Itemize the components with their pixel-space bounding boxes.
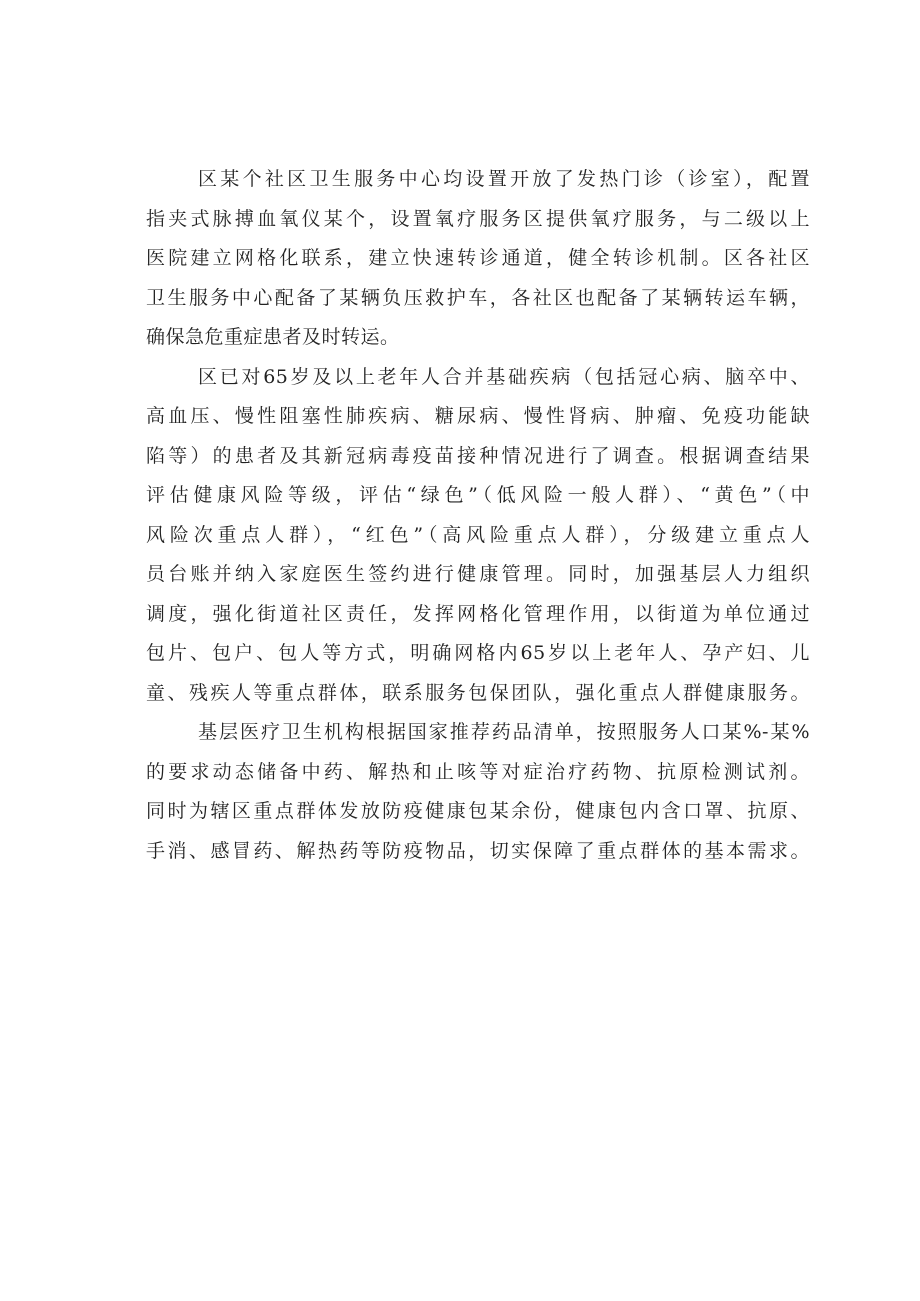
paragraph-line: 调度，强化街道社区责任，发挥网格化管理作用，以街道为单位通过 [146, 602, 810, 625]
paragraph-line: 评估健康风险等级，评估“绿色”（低风险一般人群）、“黄色”（中 [146, 484, 810, 506]
paragraph-line: 风险次重点人群），“红色”（高风险重点人群），分级建立重点人 [146, 523, 810, 546]
paragraph-line: 手消、感冒药、解热药等防疫物品，切实保障了重点群体的基本需求。 [146, 839, 810, 862]
document-body [146, 160, 810, 871]
paragraph-elderly-survey [146, 358, 810, 714]
paragraph-line: 指夹式脉搏血氧仪某个，设置氧疗服务区提供氧疗服务，与二级以上 [146, 207, 810, 230]
paragraph-line: 陷等）的患者及其新冠病毒疫苗接种情况进行了调查。根据调查结果 [146, 444, 810, 467]
paragraph-line: 员台账并纳入家庭医生签约进行健康管理。同时，加强基层人力组织 [146, 563, 810, 585]
paragraph-line: 同时为辖区重点群体发放防疫健康包某余份，健康包内含口罩、抗原、 [146, 800, 810, 822]
paragraph-line: 区某个社区卫生服务中心均设置开放了发热门诊（诊室），配置 [198, 168, 810, 190]
paragraph-line: 高血压、慢性阻塞性肺疾病、糖尿病、慢性肾病、肿瘤、免疫功能缺 [146, 405, 810, 427]
paragraph-line: 基层医疗卫生机构根据国家推荐药品清单，按照服务人口某%-某% [198, 721, 810, 743]
paragraph-medicine-reserve [146, 713, 810, 871]
paragraph-line: 确保急危重症患者及时转运。 [146, 326, 400, 348]
paragraph-line: 包片、包户、包人等方式，明确网格内65岁以上老年人、孕产妇、儿 [146, 642, 810, 664]
paragraph-line: 卫生服务中心配备了某辆负压救护车，各社区也配备了某辆转运车辆， [146, 286, 810, 309]
paragraph-line: 医院建立网格化联系，建立快速转诊通道，健全转诊机制。区各社区 [146, 247, 810, 269]
paragraph-line: 区已对65岁及以上老年人合并基础疾病（包括冠心病、脑卒中、 [198, 365, 810, 388]
paragraph-fever-clinics [146, 160, 810, 358]
paragraph-line: 童、残疾人等重点群体，联系服务包保团队，强化重点人群健康服务。 [146, 681, 810, 704]
paragraph-line: 的要求动态储备中药、解热和止咳等对症治疗药物、抗原检测试剂。 [146, 760, 810, 783]
